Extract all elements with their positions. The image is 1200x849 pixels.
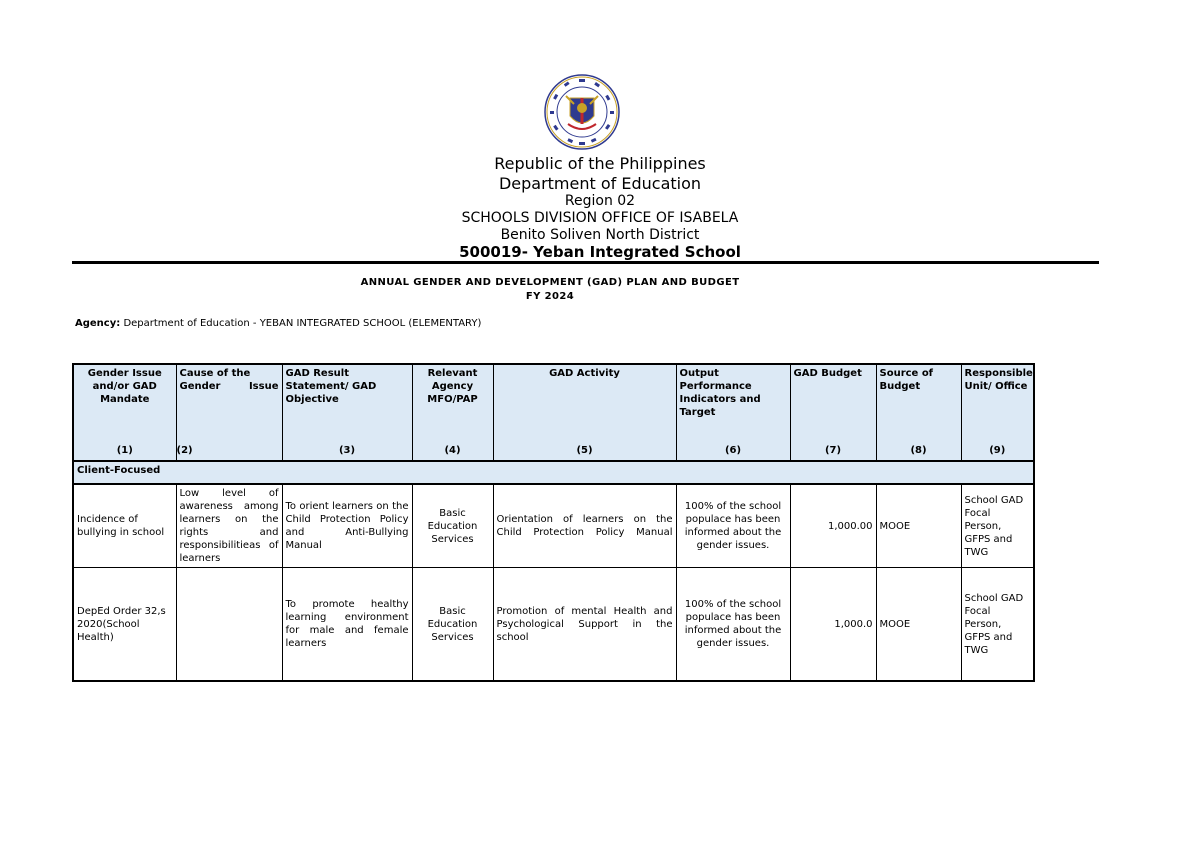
deped-seal-icon <box>544 74 620 150</box>
cell-office: School GAD Focal Person, GFPS and TWG <box>961 568 1034 682</box>
col-header-mfo: Relevant Agency MFO/PAP (4) <box>412 364 493 461</box>
cell-mfo: Basic Education Services <box>412 568 493 682</box>
cell-issue: DepEd Order 32,s 2020(School Health) <box>73 568 176 682</box>
section-row <box>73 461 1034 484</box>
document-title: ANNUAL GENDER AND DEVELOPMENT (GAD) PLAN AND BUDGET <box>360 277 740 288</box>
cell-objective: To promote healthy learning environment for male and female learners <box>282 568 412 682</box>
fiscal-year: FY 2024 <box>525 291 575 302</box>
cell-office: School GAD Focal Person, GFPS and TWG <box>961 484 1034 568</box>
col-header-gender-issue: Gender Issue and/or GAD Mandate (1) <box>73 364 176 461</box>
col-header-office: Responsible Unit/ Office (9) <box>961 364 1034 461</box>
table-row <box>73 568 1034 682</box>
header-department: Department of Education <box>498 174 702 193</box>
table-row <box>73 484 1034 568</box>
header-republic: Republic of the Philippines <box>494 154 706 173</box>
cell-mfo: Basic Education Services <box>412 484 493 568</box>
cell-activity: Promotion of mental Health and Psychological Support in the school <box>493 568 676 682</box>
col-header-cause: Cause of the Gender Issue (2) <box>176 364 282 461</box>
cell-objective: To orient learners on the Child Protection Policy and Anti-Bullying Manual <box>282 484 412 568</box>
cell-indicator: 100% of the school populace has been informed about the gender issues. <box>676 568 790 682</box>
cell-issue: Incidence of bullying in school <box>73 484 176 568</box>
header-district: Benito Soliven North District <box>500 227 700 243</box>
col-header-indicators: Output Performance Indicators and Target (6) <box>676 364 790 461</box>
cell-activity: Orientation of learners on the Child Protection Policy Manual <box>493 484 676 568</box>
col-header-source: Source of Budget (8) <box>876 364 961 461</box>
cell-source: MOOE <box>876 568 961 682</box>
table-header-row <box>73 364 1034 461</box>
section-label: Client-Focused <box>73 461 1034 484</box>
cell-source: MOOE <box>876 484 961 568</box>
header-region: Region 02 <box>564 193 636 209</box>
cell-budget: 1,000.00 <box>790 484 876 568</box>
agency-label: Agency: <box>75 318 121 329</box>
cell-indicator: 100% of the school populace has been informed about the gender issues. <box>676 484 790 568</box>
col-header-objective: GAD Result Statement/ GAD Objective (3) <box>282 364 412 461</box>
header-division: SCHOOLS DIVISION OFFICE OF ISABELA <box>461 210 739 226</box>
cell-budget: 1,000.0 <box>790 568 876 682</box>
header-school: 500019- Yeban Integrated School <box>459 243 741 261</box>
col-header-activity: GAD Activity (5) <box>493 364 676 461</box>
agency-line <box>75 318 481 329</box>
gad-plan-table <box>72 363 1035 682</box>
agency-value: Department of Education - YEBAN INTEGRATED SCHOOL (ELEMENTARY) <box>123 318 482 329</box>
header-divider <box>72 261 1099 264</box>
cell-cause <box>176 568 282 682</box>
col-header-budget: GAD Budget (7) <box>790 364 876 461</box>
cell-cause: Low level of awareness among learners on the rights and responsibilitieas of learners <box>176 484 282 568</box>
